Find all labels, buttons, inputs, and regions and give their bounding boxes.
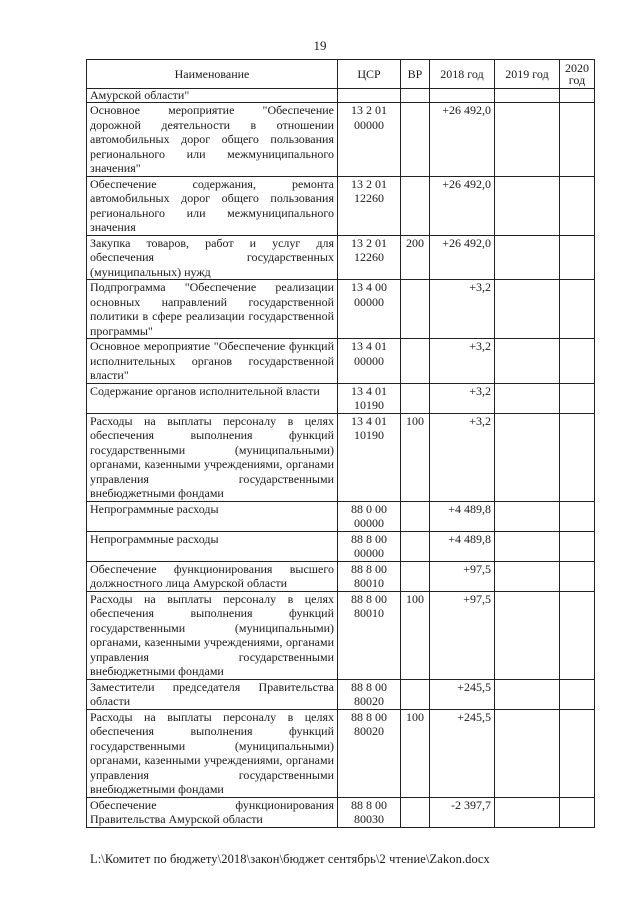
row-vr	[401, 339, 430, 384]
row-2019	[495, 280, 560, 339]
budget-table	[86, 59, 595, 828]
header-name: Наименование	[87, 60, 338, 89]
row-2018: +26 492,0	[430, 176, 495, 235]
row-2018: +3,2	[430, 383, 495, 413]
row-name: Расходы на выплаты персоналу в целях обеспечения выполнения функций государственными (муниципальными) органами, казенными учреждениями, органами управления государственными внебюджетными фондами	[87, 413, 338, 501]
row-2019	[495, 413, 560, 501]
row-csr: 88 8 00 80020	[338, 679, 401, 709]
continued-row	[87, 89, 595, 103]
table-row	[87, 797, 595, 827]
row-2018: +26 492,0	[430, 103, 495, 177]
header-vr: ВР	[401, 60, 430, 89]
row-2018: +3,2	[430, 280, 495, 339]
row-name: Основное мероприятие "Обеспечение функций исполнительных органов государственной власти"	[87, 339, 338, 384]
row-2018: +245,5	[430, 709, 495, 797]
row-2019	[495, 235, 560, 280]
row-2019	[495, 103, 560, 177]
table-row	[87, 339, 595, 384]
row-2018: -2 397,7	[430, 797, 495, 827]
row-csr: 13 4 00 00000	[338, 280, 401, 339]
row-vr	[401, 176, 430, 235]
row-csr: 13 2 01 00000	[338, 103, 401, 177]
row-2020	[560, 501, 595, 531]
row-2018: +97,5	[430, 591, 495, 679]
table-row	[87, 591, 595, 679]
row-2019	[495, 383, 560, 413]
row-vr	[401, 383, 430, 413]
row-2019	[495, 176, 560, 235]
header-2020: 2020 год	[560, 60, 595, 89]
row-2018: +97,5	[430, 561, 495, 591]
row-name: Обеспечение содержания, ремонта автомобильных дорог общего пользования регионального или межмуниципального значения	[87, 176, 338, 235]
row-2019	[495, 591, 560, 679]
file-path-footer: L:\Комитет по бюджету\2018\закон\бюджет сентябрь\2 чтение\Zakon.docx	[90, 852, 490, 866]
table-header-row	[87, 60, 595, 89]
table-row	[87, 709, 595, 797]
row-2020	[560, 561, 595, 591]
table-row	[87, 501, 595, 531]
row-2020	[560, 591, 595, 679]
row-name: Обеспечение функционирования высшего должностного лица Амурской области	[87, 561, 338, 591]
row-2018: +26 492,0	[430, 235, 495, 280]
row-vr: 100	[401, 591, 430, 679]
row-name: Закупка товаров, работ и услуг для обеспечения государственных (муниципальных) нужд	[87, 235, 338, 280]
row-csr: 88 8 00 80020	[338, 709, 401, 797]
row-2019	[495, 797, 560, 827]
row-vr: 100	[401, 709, 430, 797]
row-name: Непрограммные расходы	[87, 531, 338, 561]
row-vr	[401, 679, 430, 709]
row-csr: 13 4 01 10190	[338, 383, 401, 413]
row-csr: 13 2 01 12260	[338, 235, 401, 280]
row-2020	[560, 280, 595, 339]
row-2019	[495, 501, 560, 531]
row-2018: +3,2	[430, 339, 495, 384]
row-vr: 100	[401, 413, 430, 501]
continued-row-text: Амурской области"	[87, 89, 338, 103]
header-csr: ЦСР	[338, 60, 401, 89]
row-name: Содержание органов исполнительной власти	[87, 383, 338, 413]
row-name: Обеспечение функционирования Правительства Амурской области	[87, 797, 338, 827]
row-vr	[401, 797, 430, 827]
row-csr: 88 8 00 80030	[338, 797, 401, 827]
row-vr: 200	[401, 235, 430, 280]
row-2020	[560, 709, 595, 797]
table-row	[87, 679, 595, 709]
row-2020	[560, 235, 595, 280]
row-vr	[401, 531, 430, 561]
row-csr: 88 8 00 80010	[338, 561, 401, 591]
row-csr: 88 0 00 00000	[338, 501, 401, 531]
table-row	[87, 235, 595, 280]
header-2019: 2019 год	[495, 60, 560, 89]
page-number: 19	[313, 38, 327, 53]
table-row	[87, 531, 595, 561]
table-row	[87, 561, 595, 591]
row-csr: 88 8 00 00000	[338, 531, 401, 561]
row-csr: 88 8 00 80010	[338, 591, 401, 679]
row-2020	[560, 797, 595, 827]
row-2020	[560, 531, 595, 561]
row-name: Расходы на выплаты персоналу в целях обеспечения выполнения функций государственными (муниципальными) органами, казенными учреждениями, органами управления государственными внебюджетными фондами	[87, 591, 338, 679]
row-csr: 13 4 01 10190	[338, 413, 401, 501]
row-2018: +4 489,8	[430, 531, 495, 561]
table-row	[87, 103, 595, 177]
table-row	[87, 280, 595, 339]
header-2018: 2018 год	[430, 60, 495, 89]
row-2019	[495, 561, 560, 591]
row-2019	[495, 531, 560, 561]
row-2018: +245,5	[430, 679, 495, 709]
row-vr	[401, 103, 430, 177]
row-2020	[560, 679, 595, 709]
row-2018: +3,2	[430, 413, 495, 501]
table-row	[87, 413, 595, 501]
row-2018: +4 489,8	[430, 501, 495, 531]
row-name: Непрограммные расходы	[87, 501, 338, 531]
row-2019	[495, 339, 560, 384]
row-vr	[401, 501, 430, 531]
row-2020	[560, 383, 595, 413]
row-name: Расходы на выплаты персоналу в целях обеспечения выполнения функций государственными (муниципальными) органами, казенными учреждениями, органами управления государственными внебюджетными фондами	[87, 709, 338, 797]
row-csr: 13 4 01 00000	[338, 339, 401, 384]
row-2020	[560, 339, 595, 384]
row-name: Основное мероприятие "Обеспечение дорожной деятельности в отношении автомобильных дорог общего пользования регионального или межмуниципального значения"	[87, 103, 338, 177]
row-2020	[560, 176, 595, 235]
row-vr	[401, 561, 430, 591]
row-name: Подпрограмма "Обеспечение реализации основных направлений государственной политики в сфере реализации государственной программы"	[87, 280, 338, 339]
row-2020	[560, 413, 595, 501]
row-vr	[401, 280, 430, 339]
row-2019	[495, 709, 560, 797]
table-row	[87, 176, 595, 235]
row-csr: 13 2 01 12260	[338, 176, 401, 235]
row-name: Заместители председателя Правительства области	[87, 679, 338, 709]
row-2020	[560, 103, 595, 177]
row-2019	[495, 679, 560, 709]
table-row	[87, 383, 595, 413]
